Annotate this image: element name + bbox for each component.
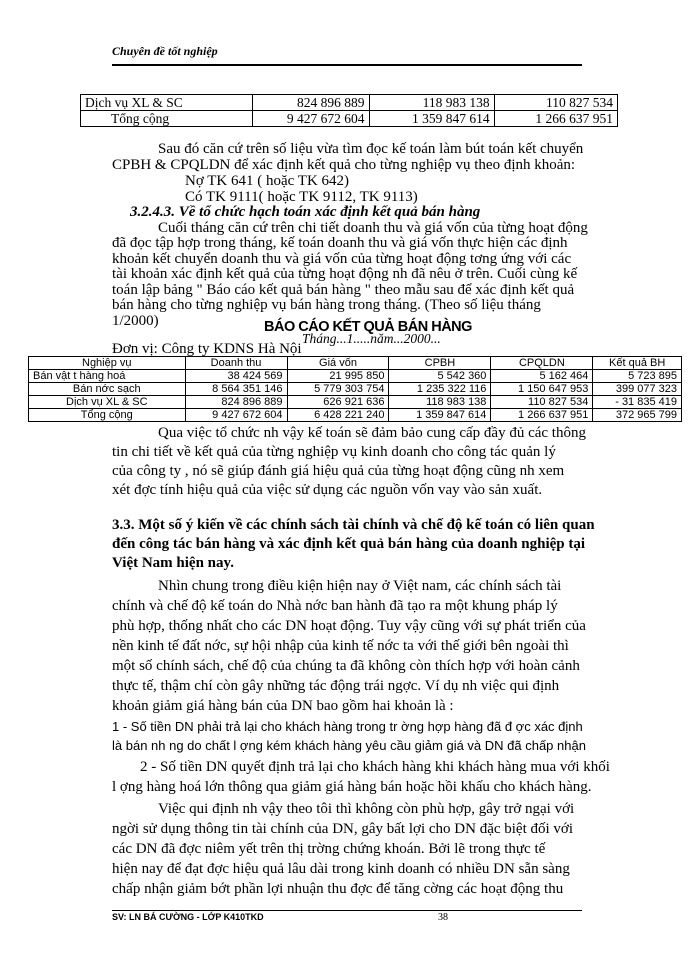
table-cell: 8 564 351 146 xyxy=(185,383,287,396)
column-header: CPBH xyxy=(389,357,491,370)
page-footer: SV: LN BÁ CƯỜNG - LỚP K410TKD xyxy=(112,912,264,922)
column-header: Kết quả BH xyxy=(593,357,682,370)
report-subtitle: Tháng...1.....năm...2000... xyxy=(302,331,441,346)
paragraph-line: Sau đó căn cứ trên số liệu vừa tìm đọc kế toán làm bút toán kết chuyển xyxy=(158,141,584,157)
table-cell: 110 827 534 xyxy=(494,95,617,111)
table-cell: Tổng cộng xyxy=(81,111,253,127)
paragraph-line: nền kinh tế đất nớc, sự hội nhập của kinh tế nớc ta với thế giới bên ngoài thì xyxy=(112,638,569,654)
paragraph-line: một số chính sách, chế độ của chúng ta đã không còn thích hợp với hoàn cảnh xyxy=(112,658,580,674)
table-row xyxy=(29,383,682,396)
table-cell: 5 162 464 xyxy=(491,370,593,383)
paragraph-line: Nợ TK 641 ( hoặc TK 642) xyxy=(185,173,350,189)
table-cell: Dịch vụ XL & SC xyxy=(29,396,186,409)
table-cell: 824 896 889 xyxy=(253,95,369,111)
report-unit: Đơn vị: Công ty KDNS Hà Nội xyxy=(112,341,302,357)
table-cell: 1 359 847 614 xyxy=(389,409,491,422)
table-cell: 9 427 672 604 xyxy=(185,409,287,422)
table-row xyxy=(29,370,682,383)
column-header: Doanh thu xyxy=(185,357,287,370)
paragraph-line: Nhìn chung trong điều kiện hiện nay ở Việt nam, các chính sách tài xyxy=(158,578,562,594)
paragraph-line: khoản kết chuyển doanh thu và giá vốn của từng hoạt động tơng ứng với các xyxy=(112,251,572,267)
table-cell: 38 424 569 xyxy=(185,370,287,383)
list-item: 1 - Số tiền DN phải trả lại cho khách hàng trong tr ờng hợp hàng đã đ ợc xác định xyxy=(112,719,583,734)
list-item: 2 - Số tiền DN quyết định trả lại cho khách hàng khi khách hàng mua với khối xyxy=(140,759,610,775)
paragraph-line: chính và chế độ kế toán do Nhà nớc ban hành đã tạo ra một khung pháp lý xyxy=(112,598,558,614)
list-item: là bán nh ng do chất l ợng kém khách hàng yêu cầu giảm giá và DN đã chấp nhận xyxy=(112,738,586,753)
sales-result-table xyxy=(28,356,682,422)
paragraph-line: các DN đã đợc niêm yết trên thị trờng chứng khoán. Bởi lẽ trong thực tế xyxy=(112,841,546,857)
paragraph-line: đã đọc tập hợp trong tháng, kế toán doanh thu và giá vốn thực hiện các định xyxy=(112,235,568,251)
paragraph-line: ngời sử dụng thông tin tài chính của DN, gây bất lợi cho DN đặc biệt đối với xyxy=(112,821,574,837)
table-cell: 824 896 889 xyxy=(185,396,287,409)
paragraph-line: chấp nhận giảm bớt phần lợi nhuận thu đợc để tăng cờng các hoạt động thu xyxy=(112,881,564,897)
table-cell: 5 542 360 xyxy=(389,370,491,383)
table-cell: 5 779 303 754 xyxy=(287,383,389,396)
paragraph-line: CPBH & CPQLDN để xác định kết quả cho từng nghiệp vụ theo định khoản: xyxy=(112,157,576,173)
table-cell: 118 983 138 xyxy=(369,95,494,111)
footer-rule xyxy=(112,910,582,911)
section-heading: 3.3. Một số ý kiến về các chính sách tài chính và chế độ kế toán có liên quan xyxy=(112,517,595,533)
table-row xyxy=(29,409,682,422)
table-cell: 372 965 799 xyxy=(593,409,682,422)
table-cell: Dịch vụ XL & SC xyxy=(81,95,253,111)
section-heading: đến công tác bán hàng và xác định kết quả bán hàng của doanh nghiệp tại xyxy=(112,536,586,552)
column-header: Giá vốn xyxy=(287,357,389,370)
list-item: l ợng hàng hoá lớn thông qua giảm giá hàng bán hoặc hồi khấu cho khách hàng. xyxy=(112,779,592,795)
paragraph-line: Có TK 9111( hoặc TK 9112, TK 9113) xyxy=(185,189,418,205)
paragraph-line: phù hợp, thống nhất cho các DN hoạt động. Tuy vậy cũng với sự phát triển của xyxy=(112,618,586,634)
paragraph-line: 1/2000) xyxy=(112,313,159,329)
paragraph-line: Cuối tháng căn cứ trên chi tiết doanh thu và giá vốn của từng hoạt động xyxy=(158,220,588,236)
table-cell: 21 995 850 xyxy=(287,370,389,383)
table-cell: 1 266 637 951 xyxy=(494,111,617,127)
paragraph-line: xét đợc tính hiệu quả của việc sử dụng các nguồn vốn vay vào sản xuất. xyxy=(112,482,543,498)
table-header-row xyxy=(29,357,682,370)
table-row xyxy=(29,396,682,409)
column-header: CPQLDN xyxy=(491,357,593,370)
table-cell: 1 150 647 953 xyxy=(491,383,593,396)
section-heading: 3.2.4.3. Về tổ chức hạch toán xác định kết quả bán hàng xyxy=(130,204,481,220)
report-title: BÁO CÁO KẾT QUẢ BÁN HÀNG xyxy=(264,319,472,335)
table-cell: 5 723 895 xyxy=(593,370,682,383)
summary-table-top xyxy=(80,94,618,127)
table-cell: 1 266 637 951 xyxy=(491,409,593,422)
table-row xyxy=(81,95,618,111)
paragraph-line: hiện nay để đạt đợc hiệu quả lâu dài trong kinh doanh có nhiều DN sẵn sàng xyxy=(112,861,570,877)
table-cell: Bán nớc sạch xyxy=(29,383,186,396)
table-cell: Tổng cộng xyxy=(29,409,186,422)
page-header: Chuyên đề tốt nghiệp xyxy=(112,44,218,58)
paragraph-line: tài khoản xác định kết quả của từng hoạt động nh đã nêu ở trên. Cuối cùng kế xyxy=(112,266,578,282)
paragraph-line: Việc qui định nh vậy theo tôi thì không còn phù hợp, gây trở ngại với xyxy=(158,801,575,817)
table-cell: 626 921 636 xyxy=(287,396,389,409)
section-heading: Việt Nam hiện nay. xyxy=(112,555,234,571)
paragraph-line: toán lập bảng " Báo cáo kết quả bán hàng " theo mẫu sau để xác định kết quả xyxy=(112,282,575,298)
table-cell: 1 235 322 116 xyxy=(389,383,491,396)
table-cell: 6 428 221 240 xyxy=(287,409,389,422)
table-cell: 118 983 138 xyxy=(389,396,491,409)
paragraph-line: bán hàng cho từng nghiệp vụ bán hàng trong tháng. (Theo số liệu tháng xyxy=(112,297,541,313)
paragraph-line: thực tế, thậm chí còn gây những tác động trái ngợc. Ví dụ nh việc qui định xyxy=(112,678,560,694)
table-row xyxy=(81,111,618,127)
table-cell: Bán vật t hàng hoá xyxy=(29,370,186,383)
table-cell: 1 359 847 614 xyxy=(369,111,494,127)
header-rule xyxy=(112,64,582,66)
table-cell: - 31 835 419 xyxy=(593,396,682,409)
table-cell: 399 077 323 xyxy=(593,383,682,396)
table-cell: 9 427 672 604 xyxy=(253,111,369,127)
table-cell: 110 827 534 xyxy=(491,396,593,409)
column-header: Nghiệp vụ xyxy=(29,357,186,370)
paragraph-line: Qua việc tổ chức nh vậy kế toán sẽ đảm bảo cung cấp đầy đủ các thông xyxy=(158,425,586,441)
paragraph-line: của công ty , nó sẽ giúp đánh giá hiệu quả của từng hoạt động cũng nh xem xyxy=(112,463,565,479)
paragraph-line: tin chi tiết về kết quả của từng nghiệp vụ kinh doanh cho công tác quản lý xyxy=(112,444,556,460)
page-number: 38 xyxy=(438,912,448,923)
paragraph-line: khoản giảm giá hàng bán của DN bao gồm hai khoản là : xyxy=(112,698,454,714)
